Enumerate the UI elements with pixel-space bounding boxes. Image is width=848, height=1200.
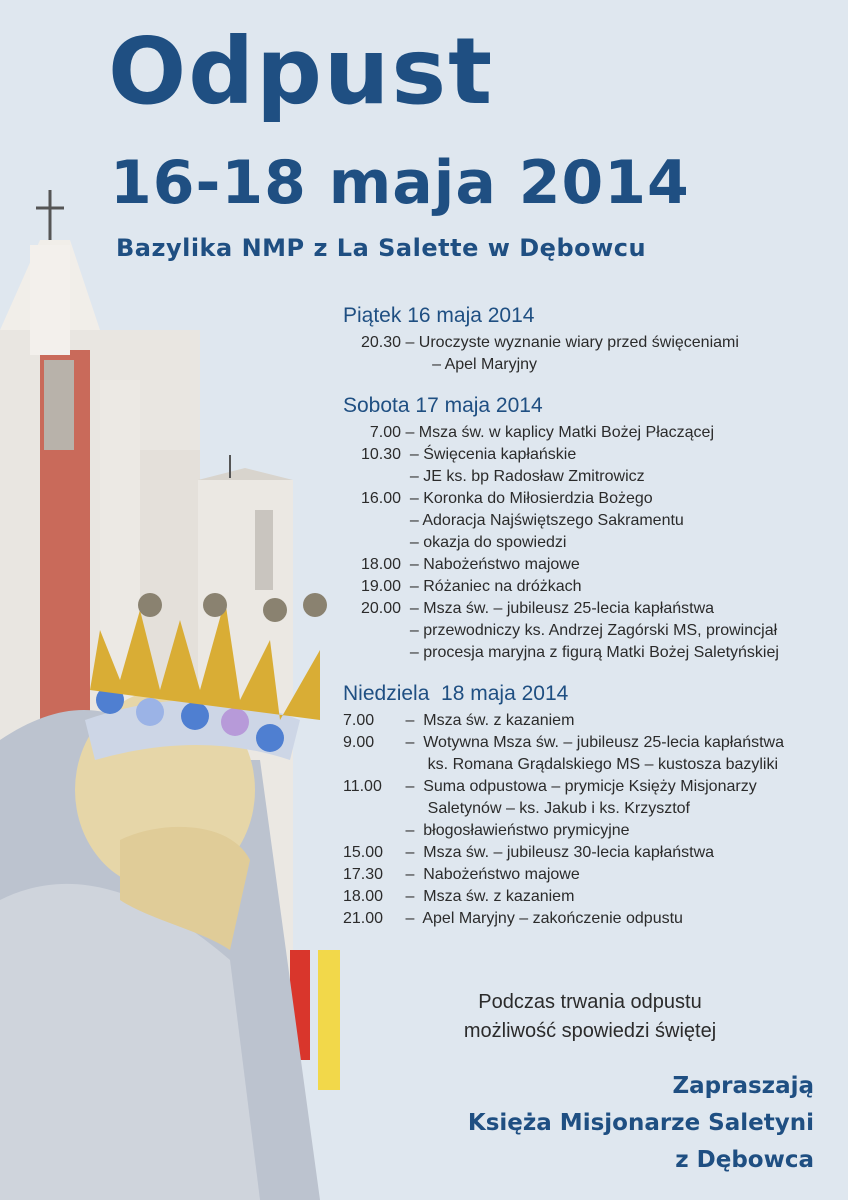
item-text: – Msza św. z kazaniem	[401, 712, 575, 729]
item-text: – Apel Maryjny – zakończenie odpustu	[401, 910, 683, 927]
day-title: Sobota 17 maja 2014	[343, 394, 543, 417]
event-dates: 16-18 maja 2014	[110, 148, 690, 218]
invite-line: Księża Misjonarze Saletyni	[467, 1110, 814, 1136]
schedule-item	[343, 510, 833, 532]
item-time: 7.00	[343, 712, 375, 729]
schedule-item	[343, 598, 833, 620]
schedule-item	[343, 642, 833, 664]
schedule-item	[343, 798, 833, 820]
venue-name: Bazylika NMP z La Salette w Dębowcu	[116, 234, 647, 262]
item-text: – przewodniczy ks. Andrzej Zagórski MS, prowincjał	[401, 622, 778, 639]
invite-line: Zapraszają	[672, 1073, 814, 1099]
schedule-day-saturday	[343, 394, 833, 664]
item-text: – Święcenia kapłańskie	[401, 446, 577, 463]
item-time: 18.00	[343, 888, 384, 905]
item-text: – Nabożeństwo majowe	[401, 866, 580, 883]
item-time: 7.00	[369, 424, 401, 441]
schedule-item	[343, 842, 833, 864]
day-title: Niedziela 18 maja 2014	[343, 682, 569, 705]
schedule-day-sunday	[343, 682, 833, 930]
item-time: 9.00	[343, 734, 375, 751]
schedule-item	[343, 776, 833, 798]
item-text: – Koronka do Miłosierdzia Bożego	[401, 490, 653, 507]
item-text: – Uroczyste wyznanie wiary przed święceniami	[401, 334, 739, 351]
item-time: 10.30	[360, 446, 401, 463]
schedule-item	[343, 620, 833, 642]
item-time: 20.00	[360, 600, 401, 617]
item-text: – błogosławieństwo prymicyjne	[401, 822, 630, 839]
item-time: 17.30	[343, 866, 384, 883]
schedule-item	[343, 886, 833, 908]
item-text: – JE ks. bp Radosław Zmitrowicz	[401, 468, 645, 485]
invitation	[468, 1068, 814, 1179]
item-time: 11.00	[343, 778, 382, 795]
item-text: – Suma odpustowa – prymicje Księży Misjonarzy	[401, 778, 757, 795]
item-text: – Apel Maryjny	[401, 356, 538, 373]
item-time: 18.00	[360, 556, 401, 573]
item-text: – Wotywna Msza św. – jubileusz 25-lecia kapłaństwa	[401, 734, 784, 751]
item-text: – Msza św. z kazaniem	[401, 888, 575, 905]
schedule-item	[343, 732, 833, 754]
item-time: 19.00	[360, 578, 401, 595]
item-time: 20.30	[360, 334, 401, 351]
schedule-item	[343, 576, 833, 598]
schedule-item	[343, 754, 833, 776]
item-text: – Różaniec na dróżkach	[401, 578, 582, 595]
schedule-item	[343, 332, 833, 354]
schedule-item	[343, 354, 833, 376]
schedule-item	[343, 532, 833, 554]
item-text: – Nabożeństwo majowe	[401, 556, 580, 573]
item-text: – procesja maryjna z figurą Matki Bożej Saletyńskiej	[401, 644, 779, 661]
item-text: – Msza św. w kaplicy Matki Bożej Płaczącej	[401, 424, 714, 441]
item-text: ks. Romana Grądalskiego MS – kustosza bazyliki	[401, 756, 779, 773]
item-time: 21.00	[343, 910, 384, 927]
item-text: – okazja do spowiedzi	[401, 534, 567, 551]
item-text: – Msza św. – jubileusz 30-lecia kapłaństwa	[401, 844, 715, 861]
note-line: Podczas trwania odpustu	[478, 991, 702, 1013]
schedule-item	[343, 864, 833, 886]
schedule-item	[343, 710, 833, 732]
schedule-item	[343, 820, 833, 842]
schedule-day-friday	[343, 304, 833, 376]
schedule-item	[343, 466, 833, 488]
item-time: 16.00	[360, 490, 401, 507]
item-text: Saletynów – ks. Jakub i ks. Krzysztof	[401, 800, 690, 817]
confession-note	[380, 988, 800, 1046]
note-line: możliwość spowiedzi świętej	[463, 1020, 717, 1042]
invite-line: z Dębowca	[675, 1147, 814, 1173]
schedule-item	[343, 444, 833, 466]
schedule-item	[343, 908, 833, 930]
schedule-item	[343, 554, 833, 576]
item-text: – Msza św. – jubileusz 25-lecia kapłaństwa	[401, 600, 715, 617]
schedule-item	[343, 488, 833, 510]
schedule	[343, 304, 833, 948]
page-title: Odpust	[108, 18, 495, 125]
day-title: Piątek 16 maja 2014	[343, 304, 535, 327]
item-time: 15.00	[343, 844, 384, 861]
item-text: – Adoracja Najświętszego Sakramentu	[401, 512, 684, 529]
schedule-item	[343, 422, 833, 444]
